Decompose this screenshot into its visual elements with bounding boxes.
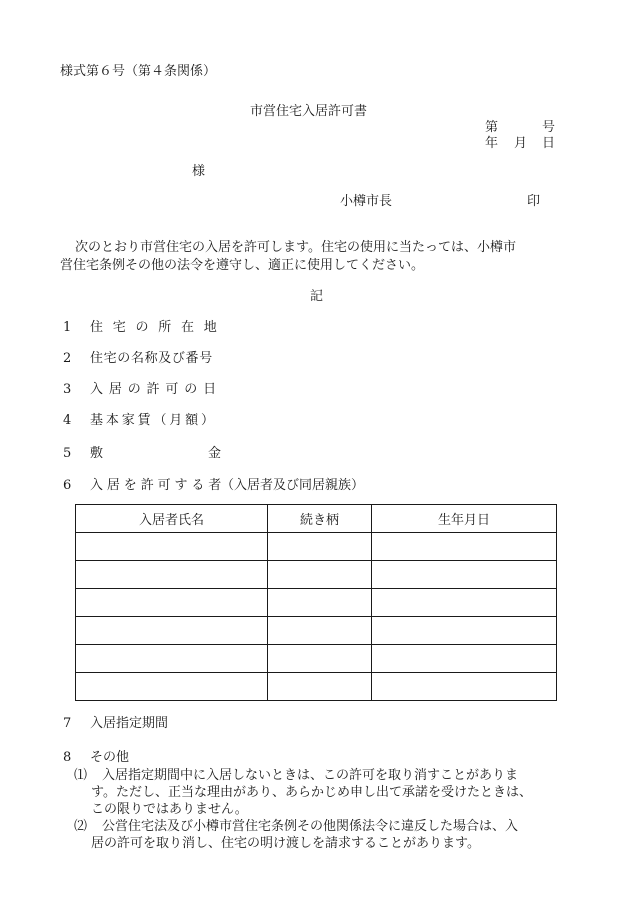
ki-heading: 記 [310, 289, 324, 304]
table-row [76, 673, 557, 701]
cell-resident-name [76, 561, 268, 589]
item-label-deposit-a: 敷 [90, 446, 104, 461]
date-month: 月 [514, 136, 528, 151]
note-2-line-2: 居の許可を取り消し、住宅の明け渡しを請求することがあります。 [91, 836, 480, 851]
note-marker-1: ⑴ [74, 768, 88, 783]
addressee-honorific: 様 [192, 164, 206, 179]
cell-relationship [268, 617, 372, 645]
item-number-5: 5 [63, 446, 72, 461]
seal-mark: 印 [527, 194, 541, 209]
cell-resident-name [76, 617, 268, 645]
item-number-1: 1 [63, 320, 72, 335]
date-day: 日 [542, 136, 556, 151]
cell-relationship [268, 589, 372, 617]
intro-line-2: 営住宅条例その他の法令を遵守し、適正に使用してください。 [60, 258, 425, 273]
intro-line-1: 次のとおり市営住宅の入居を許可します。住宅の使用に当たっては、小樽市 [75, 240, 516, 255]
item-label-occupancy-period: 入居指定期間 [90, 716, 169, 731]
item-label-other: その他 [90, 750, 130, 765]
cell-relationship [268, 645, 372, 673]
item-number-3: 3 [63, 382, 72, 397]
item-label-base-rent: 基本家賃（月額） [90, 413, 217, 428]
table-row [76, 617, 557, 645]
note-2-line-1: 公営住宅法及び小樽市営住宅条例その他関係法令に違反した場合は、入 [102, 819, 519, 834]
table-header-row [76, 505, 557, 533]
note-marker-2: ⑵ [74, 819, 88, 834]
item-label-name-number: 住宅の名称及び番号 [90, 351, 213, 366]
cell-relationship [268, 561, 372, 589]
residents-table [75, 504, 557, 701]
header-relationship: 続き柄 [268, 505, 372, 533]
cell-relationship [268, 533, 372, 561]
item-number-6: 6 [63, 478, 72, 493]
table-row [76, 533, 557, 561]
item-note-persons: （入居者及び同居親族） [221, 478, 365, 493]
issuer-title: 小樽市長 [340, 194, 393, 209]
cell-birth-date [372, 533, 557, 561]
item-number-8: 8 [63, 750, 72, 765]
table-row [76, 561, 557, 589]
item-number-2: 2 [63, 351, 72, 366]
doc-number-suffix: 号 [542, 120, 556, 135]
document-title: 市営住宅入居許可書 [250, 104, 368, 119]
table-row [76, 589, 557, 617]
item-number-7: 7 [63, 716, 72, 731]
cell-birth-date [372, 589, 557, 617]
item-label-deposit-b: 金 [208, 446, 222, 461]
note-1-line-1: 入居指定期間中に入居しないときは、この許可を取り消すことがありま [102, 768, 519, 783]
table-row [76, 645, 557, 673]
cell-birth-date [372, 617, 557, 645]
cell-resident-name [76, 533, 268, 561]
form-number: 様式第６号（第４条関係） [60, 64, 217, 79]
cell-birth-date [372, 645, 557, 673]
item-number-4: 4 [63, 413, 72, 428]
cell-resident-name [76, 645, 268, 673]
item-label-address: 住宅の所在地 [90, 320, 227, 335]
doc-number-prefix: 第 [485, 120, 499, 135]
cell-birth-date [372, 561, 557, 589]
cell-relationship [268, 673, 372, 701]
item-label-permit-date: 入居の許可の日 [90, 382, 222, 397]
date-year: 年 [485, 136, 499, 151]
cell-birth-date [372, 673, 557, 701]
item-label-permitted-persons: 入居を許可する者 [90, 478, 226, 493]
cell-resident-name [76, 673, 268, 701]
header-birth-date: 生年月日 [372, 505, 557, 533]
header-resident-name: 入居者氏名 [76, 505, 268, 533]
note-1-line-2: す。ただし、正当な理由があり、あらかじめ申し出て承諾を受けたときは、 [91, 785, 532, 800]
cell-resident-name [76, 589, 268, 617]
note-1-line-3: この限りではありません。 [91, 802, 248, 817]
